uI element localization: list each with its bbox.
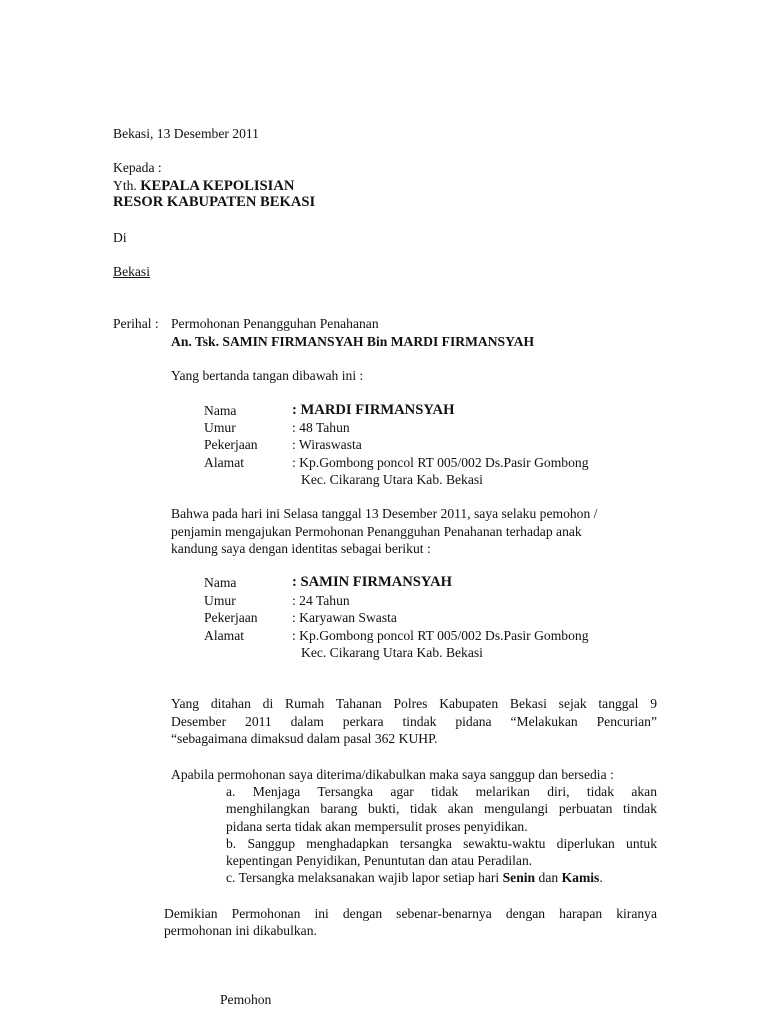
suspect-umur: : 24 Tahun xyxy=(292,593,350,608)
intro-text: Yang bertanda tangan dibawah ini : xyxy=(171,368,364,383)
recipient-line-1 xyxy=(113,177,294,195)
commitment-c-senin: Senin xyxy=(502,870,536,885)
closing-line-2: permohonan ini dikabulkan. xyxy=(164,923,317,938)
applicant-nama: : MARDI FIRMANSYAH xyxy=(292,402,455,418)
commitments-intro: Apabila permohonan saya diterima/dikabulkan maka saya sanggup dan bersedia : xyxy=(171,767,614,782)
commitment-c-kamis: Kamis xyxy=(561,870,600,885)
applicant-umur-label: Umur xyxy=(204,420,236,435)
commitment-a-line-1: a. Menjaga Tersangka agar tidak melarikan diri, tidak akan xyxy=(226,784,657,799)
paragraph-detention-line-3: “sebagaimana dimaksud dalam pasal 362 KUHP. xyxy=(171,731,438,746)
applicant-nama-label: Nama xyxy=(204,403,237,418)
applicant-pekerjaan: : Wiraswasta xyxy=(292,437,362,452)
recipient-di: Di xyxy=(113,230,127,245)
commitment-b-line-1: b. Sanggup menghadapkan tersangka sewaktu-waktu diperlukan untuk xyxy=(226,836,657,851)
recipient-title-2: RESOR KABUPATEN BEKASI xyxy=(113,194,316,210)
applicant-alamat-1: : Kp.Gombong poncol RT 005/002 Ds.Pasir Gombong xyxy=(292,455,589,470)
letter-date: Bekasi, 13 Desember 2011 xyxy=(113,126,259,141)
commitment-c-dan: dan xyxy=(538,870,559,885)
suspect-pekerjaan: : Karyawan Swasta xyxy=(292,610,397,625)
commitment-c-text: c. Tersangka melaksanakan wajib lapor setiap hari xyxy=(226,870,500,885)
suspect-nama-label: Nama xyxy=(204,575,237,590)
recipient-kepada: Kepada : xyxy=(113,160,162,175)
commitment-b-line-2: kepentingan Penyidikan, Penuntutan dan atau Peradilan. xyxy=(226,853,533,868)
suspect-pekerjaan-label: Pekerjaan xyxy=(204,610,258,625)
recipient-yth: Yth. xyxy=(113,178,137,193)
paragraph-detention-line-2: Desember 2011 dalam perkara tindak pidana “Melakukan Pencurian” xyxy=(171,714,657,729)
recipient-place: Bekasi xyxy=(113,264,150,279)
applicant-pekerjaan-label: Pekerjaan xyxy=(204,437,258,452)
subject-an: An. Tsk. SAMIN FIRMANSYAH Bin MARDI FIRMANSYAH xyxy=(171,334,535,349)
applicant-alamat-2: Kec. Cikarang Utara Kab. Bekasi xyxy=(301,472,483,487)
paragraph-detention-line-1: Yang ditahan di Rumah Tahanan Polres Kabupaten Bekasi sejak tanggal 9 xyxy=(171,696,657,711)
closing-line-1: Demikian Permohonan ini dengan sebenar-benarnya dengan harapan kiranya xyxy=(164,906,657,921)
paragraph-request-line-2: penjamin mengajukan Permohonan Penangguhan Penahanan terhadap anak xyxy=(171,524,582,539)
paragraph-request-line-1: Bahwa pada hari ini Selasa tanggal 13 Desember 2011, saya selaku pemohon / xyxy=(171,506,598,521)
suspect-alamat-2: Kec. Cikarang Utara Kab. Bekasi xyxy=(301,645,483,660)
commitment-c-end: . xyxy=(599,870,603,885)
suspect-alamat-1: : Kp.Gombong poncol RT 005/002 Ds.Pasir Gombong xyxy=(292,628,589,643)
commitment-c-line xyxy=(226,869,603,886)
paragraph-request-line-3: kandung saya dengan identitas sebagai berikut : xyxy=(171,541,431,556)
commitment-a-line-3: pidana serta tidak akan mempersulit proses penyidikan. xyxy=(226,819,528,834)
recipient-title-1: KEPALA KEPOLISIAN xyxy=(140,178,295,194)
subject-title: Permohonan Penangguhan Penahanan xyxy=(171,316,379,331)
applicant-umur: : 48 Tahun xyxy=(292,420,350,435)
suspect-umur-label: Umur xyxy=(204,593,236,608)
suspect-nama: : SAMIN FIRMANSYAH xyxy=(292,574,452,590)
commitment-a-line-2: menghilangkan barang bukti, tidak akan mengulangi perbuatan tindak xyxy=(226,801,657,816)
signature-label: Pemohon xyxy=(220,992,272,1007)
suspect-alamat-label: Alamat xyxy=(204,628,245,643)
subject-label: Perihal : xyxy=(113,316,159,331)
applicant-alamat-label: Alamat xyxy=(204,455,245,470)
